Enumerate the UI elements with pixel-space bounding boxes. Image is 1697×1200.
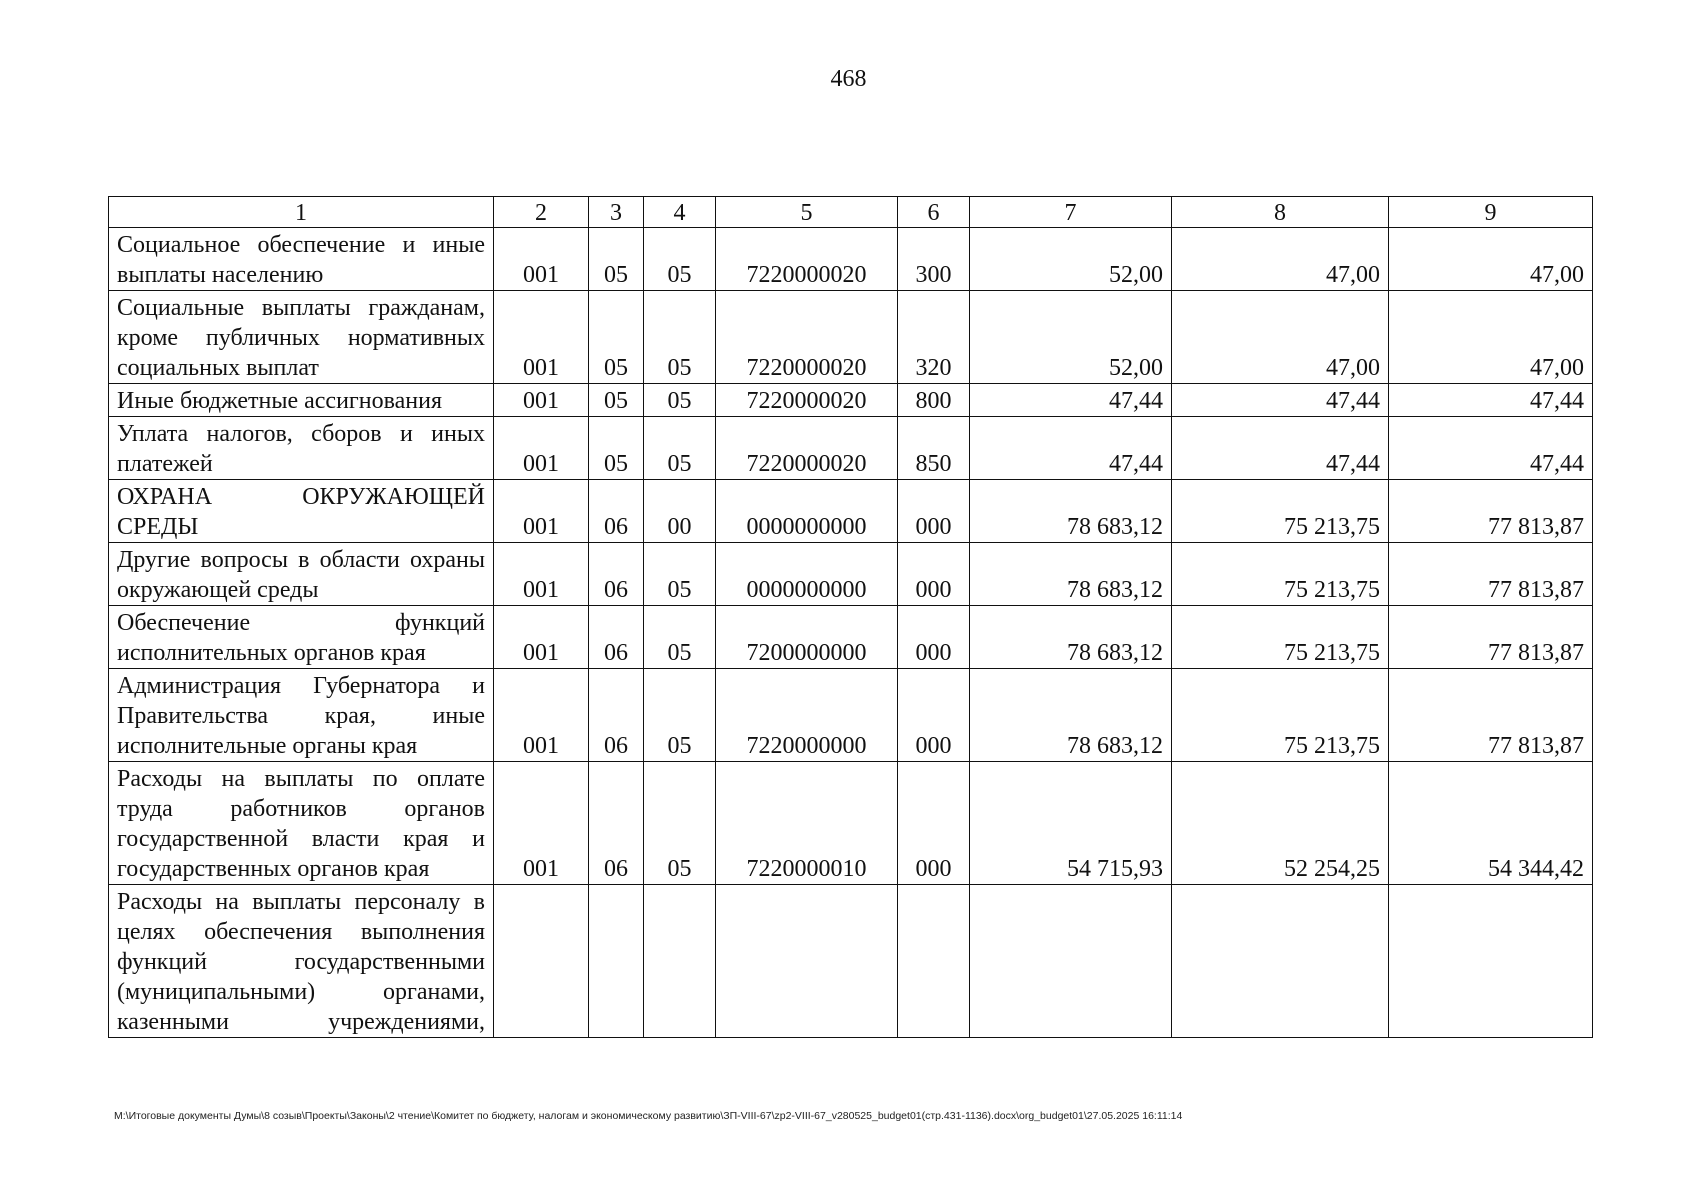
- amount-cell: [1172, 885, 1389, 1038]
- amount-cell: 54 715,93: [970, 762, 1172, 885]
- code-cell: 05: [644, 669, 716, 762]
- amount-cell: 75 213,75: [1172, 480, 1389, 543]
- table-row: [109, 417, 1593, 480]
- column-header: 2: [494, 197, 589, 228]
- amount-cell: 75 213,75: [1172, 543, 1389, 606]
- amount-cell: 78 683,12: [970, 606, 1172, 669]
- amount-cell: [970, 885, 1172, 1038]
- code-cell: 850: [898, 417, 970, 480]
- code-cell: 05: [644, 606, 716, 669]
- code-cell: [494, 885, 589, 1038]
- code-cell: 300: [898, 228, 970, 291]
- row-name: Расходы на выплаты по оплате труда работников органов государственной власти края и государственных органов края: [109, 762, 494, 885]
- code-cell: 05: [589, 291, 644, 384]
- table-row: [109, 885, 1593, 1038]
- column-header: 6: [898, 197, 970, 228]
- table-row: [109, 291, 1593, 384]
- code-cell: 000: [898, 606, 970, 669]
- code-cell: 06: [589, 669, 644, 762]
- amount-cell: 77 813,87: [1389, 669, 1593, 762]
- amount-cell: 47,44: [1389, 417, 1593, 480]
- row-name: Уплата налогов, сборов и иных платежей: [109, 417, 494, 480]
- code-cell: 05: [589, 384, 644, 417]
- amount-cell: 75 213,75: [1172, 606, 1389, 669]
- budget-table: [108, 196, 1593, 1038]
- table-row: [109, 228, 1593, 291]
- amount-cell: 77 813,87: [1389, 606, 1593, 669]
- code-cell: 7220000000: [716, 669, 898, 762]
- code-cell: 001: [494, 417, 589, 480]
- code-cell: 06: [589, 480, 644, 543]
- code-cell: 001: [494, 669, 589, 762]
- code-cell: 00: [644, 480, 716, 543]
- amount-cell: 78 683,12: [970, 480, 1172, 543]
- amount-cell: 78 683,12: [970, 543, 1172, 606]
- code-cell: 05: [589, 228, 644, 291]
- code-cell: 05: [644, 543, 716, 606]
- amount-cell: 47,44: [1389, 384, 1593, 417]
- row-name: Социальное обеспечение и иные выплаты населению: [109, 228, 494, 291]
- amount-cell: 47,44: [1172, 384, 1389, 417]
- table-row: [109, 543, 1593, 606]
- code-cell: 05: [644, 228, 716, 291]
- code-cell: 05: [644, 291, 716, 384]
- amount-cell: 54 344,42: [1389, 762, 1593, 885]
- header-row: [109, 197, 1593, 228]
- row-name: Другие вопросы в области охраны окружающей среды: [109, 543, 494, 606]
- code-cell: 05: [644, 384, 716, 417]
- amount-cell: 47,44: [1172, 417, 1389, 480]
- amount-cell: 77 813,87: [1389, 480, 1593, 543]
- column-header: 9: [1389, 197, 1593, 228]
- code-cell: 001: [494, 384, 589, 417]
- code-cell: 7220000020: [716, 384, 898, 417]
- code-cell: 0000000000: [716, 543, 898, 606]
- code-cell: 05: [589, 417, 644, 480]
- code-cell: 001: [494, 606, 589, 669]
- table-row: [109, 480, 1593, 543]
- code-cell: 05: [644, 417, 716, 480]
- amount-cell: 47,44: [970, 384, 1172, 417]
- code-cell: 06: [589, 762, 644, 885]
- column-header: 1: [109, 197, 494, 228]
- code-cell: 000: [898, 762, 970, 885]
- row-name: ОХРАНА ОКРУЖАЮЩЕЙ СРЕДЫ: [109, 480, 494, 543]
- row-name: Расходы на выплаты персоналу в целях обеспечения выполнения функций государственными (муниципальными) органами, казенными учреждениями,: [109, 885, 494, 1038]
- amount-cell: 47,44: [970, 417, 1172, 480]
- code-cell: [898, 885, 970, 1038]
- amount-cell: 52,00: [970, 291, 1172, 384]
- column-header: 5: [716, 197, 898, 228]
- row-name: Администрация Губернатора и Правительства края, иные исполнительные органы края: [109, 669, 494, 762]
- code-cell: 800: [898, 384, 970, 417]
- code-cell: 06: [589, 606, 644, 669]
- page-number: 468: [830, 66, 867, 92]
- table-row: [109, 606, 1593, 669]
- amount-cell: 47,00: [1389, 291, 1593, 384]
- column-header: 4: [644, 197, 716, 228]
- amount-cell: 52,00: [970, 228, 1172, 291]
- amount-cell: 78 683,12: [970, 669, 1172, 762]
- table-row: [109, 384, 1593, 417]
- code-cell: 7220000020: [716, 291, 898, 384]
- column-header: 7: [970, 197, 1172, 228]
- code-cell: 001: [494, 480, 589, 543]
- amount-cell: 47,00: [1172, 291, 1389, 384]
- amount-cell: 47,00: [1172, 228, 1389, 291]
- row-name: Иные бюджетные ассигнования: [109, 384, 494, 417]
- code-cell: 000: [898, 480, 970, 543]
- code-cell: 7220000010: [716, 762, 898, 885]
- code-cell: 000: [898, 543, 970, 606]
- amount-cell: 77 813,87: [1389, 543, 1593, 606]
- column-header: 8: [1172, 197, 1389, 228]
- code-cell: [716, 885, 898, 1038]
- code-cell: [589, 885, 644, 1038]
- amount-cell: 47,00: [1389, 228, 1593, 291]
- amount-cell: 75 213,75: [1172, 669, 1389, 762]
- code-cell: 0000000000: [716, 480, 898, 543]
- code-cell: 001: [494, 762, 589, 885]
- code-cell: 06: [589, 543, 644, 606]
- code-cell: 7200000000: [716, 606, 898, 669]
- code-cell: 320: [898, 291, 970, 384]
- table-row: [109, 762, 1593, 885]
- code-cell: 05: [644, 762, 716, 885]
- amount-cell: 52 254,25: [1172, 762, 1389, 885]
- row-name: Обеспечение функций исполнительных органов края: [109, 606, 494, 669]
- code-cell: 001: [494, 291, 589, 384]
- column-header: 3: [589, 197, 644, 228]
- row-name: Социальные выплаты гражданам, кроме публичных нормативных социальных выплат: [109, 291, 494, 384]
- code-cell: 001: [494, 228, 589, 291]
- code-cell: 7220000020: [716, 417, 898, 480]
- code-cell: 7220000020: [716, 228, 898, 291]
- code-cell: 001: [494, 543, 589, 606]
- footer-file-path: M:\Итоговые документы Думы\8 созыв\Проекты\Законы\2 чтение\Комитет по бюджету, налогам и экономическому развитию\ЗП-VIII-67\zp2-VIII-67_v280525_budget01(стр.431-1136).docx\org_budget01\27.05.2025 16:11:14: [114, 1110, 1183, 1122]
- amount-cell: [1389, 885, 1593, 1038]
- table-row: [109, 669, 1593, 762]
- code-cell: [644, 885, 716, 1038]
- code-cell: 000: [898, 669, 970, 762]
